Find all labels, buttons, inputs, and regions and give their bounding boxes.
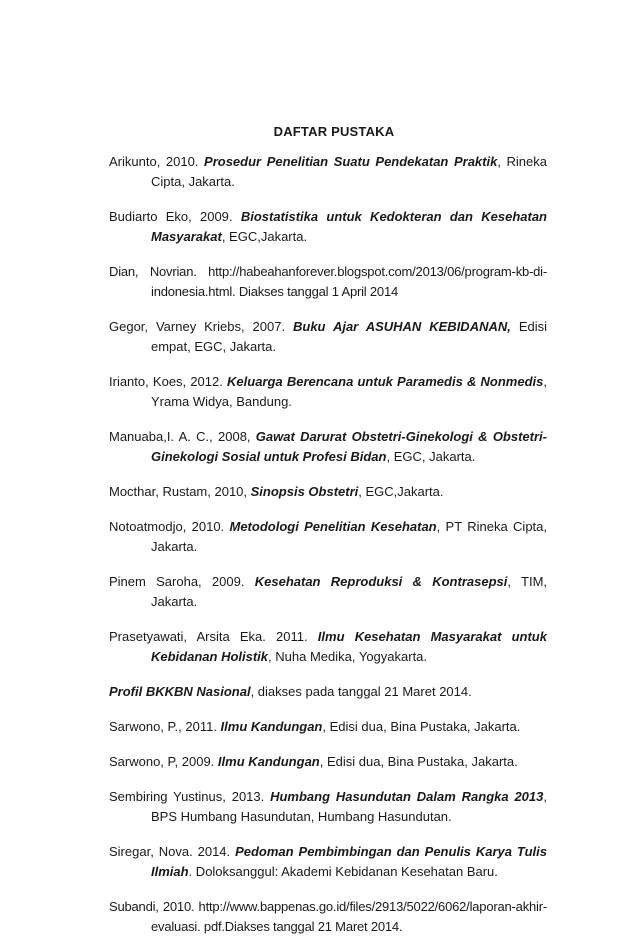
reference-title: Ilmu Kesehatan Masyarakat untuk Kebidanan Holistik — [151, 629, 547, 664]
reference-item — [109, 787, 547, 827]
reference-title: Kesehatan Reproduksi & Kontrasepsi — [254, 574, 508, 589]
reference-item — [109, 572, 547, 612]
reference-item — [109, 517, 547, 557]
reference-item — [109, 717, 547, 737]
page-title: DAFTAR PUSTAKA — [273, 124, 395, 139]
reference-title: Gawat Darurat Obstetri-Ginekologi & Obstetri-Ginekologi Sosial untuk Profesi Bidan — [151, 429, 547, 464]
reference-author: Prasetyawati, Arsita Eka. 2011. — [109, 629, 318, 644]
reference-item — [109, 372, 547, 412]
reference-list — [109, 152, 547, 952]
reference-publisher: , EGC,Jakarta. — [221, 229, 308, 244]
reference-item — [109, 482, 547, 502]
reference-author: Budiarto Eko, 2009. — [109, 209, 241, 224]
reference-publisher: , Edisi dua, Bina Pustaka, Jakarta. — [322, 719, 521, 734]
reference-title: Prosedur Penelitian Suatu Pendekatan Praktik — [204, 154, 498, 169]
reference-publisher: , Rineka Cipta, Jakarta. — [151, 154, 547, 189]
reference-author: Siregar, Nova. 2014. — [109, 844, 236, 859]
reference-title: Humbang Hasundutan Dalam Rangka 2013 — [270, 789, 544, 804]
reference-author: Pinem Saroha, 2009. — [109, 574, 255, 589]
reference-item — [109, 842, 547, 882]
reference-author: Gegor, Varney Kriebs, 2007. — [109, 319, 293, 334]
reference-item — [109, 262, 547, 302]
reference-publisher: , TIM, Jakarta. — [151, 574, 548, 609]
reference-publisher: Edisi empat, EGC, Jakarta. — [151, 319, 547, 354]
reference-item — [109, 627, 547, 667]
reference-publisher: , diakses pada tanggal 21 Maret 2014. — [250, 684, 472, 699]
reference-item — [109, 427, 547, 467]
reference-title: Buku Ajar ASUHAN KEBIDANAN, — [293, 319, 511, 334]
reference-item — [109, 207, 547, 247]
reference-author: Dian, Novrian. http://habeahanforever.blogspot.com/2013/06/program-kb-di-indonesia.html. Diakses tanggal 1 April 2014 — [109, 264, 547, 299]
reference-title: Keluarga Berencana untuk Paramedis & Nonmedis — [227, 374, 544, 389]
reference-author: Subandi, 2010. http://www.bappenas.go.id/files/2913/5022/6062/laporan-akhir-evaluasi. pdf.Diakses tanggal 21 Maret 2014. — [109, 899, 547, 934]
reference-item — [109, 752, 547, 772]
reference-title: Metodologi Penelitian Kesehatan — [229, 519, 437, 534]
reference-title: Pedoman Pembimbingan dan Penulis Karya Tulis Ilmiah — [151, 844, 547, 879]
reference-author: Sembiring Yustinus, 2013. — [109, 789, 271, 804]
reference-author: Manuaba,I. A. C., 2008, — [109, 429, 256, 444]
reference-item — [109, 317, 547, 357]
reference-title: Biostatistika untuk Kedokteran dan Kesehatan Masyarakat — [151, 209, 547, 244]
reference-author: Mocthar, Rustam, 2010, — [109, 484, 251, 499]
reference-author: Sarwono, P, 2009. — [109, 754, 218, 769]
reference-author: Arikunto, 2010. — [109, 154, 205, 169]
reference-publisher: , BPS Humbang Hasundutan, Humbang Hasundutan. — [151, 789, 547, 824]
reference-publisher: , EGC,Jakarta. — [358, 484, 444, 499]
reference-title: Sinopsis Obstetri — [250, 484, 359, 499]
reference-item — [109, 152, 547, 192]
reference-publisher: . Doloksanggul: Akademi Kebidanan Kesehatan Baru. — [188, 864, 498, 879]
reference-author: Notoatmodjo, 2010. — [109, 519, 230, 534]
reference-item — [109, 897, 547, 937]
reference-publisher: , Yrama Widya, Bandung. — [151, 374, 547, 409]
reference-publisher: , EGC, Jakarta. — [386, 449, 476, 464]
reference-title: Ilmu Kandungan — [217, 754, 320, 769]
reference-publisher: , Edisi dua, Bina Pustaka, Jakarta. — [319, 754, 518, 769]
reference-author: Sarwono, P., 2011. — [109, 719, 221, 734]
reference-author: Irianto, Koes, 2012. — [109, 374, 228, 389]
reference-title: Ilmu Kandungan — [220, 719, 323, 734]
reference-publisher: , Nuha Medika, Yogyakarta. — [268, 649, 428, 664]
reference-publisher: , PT Rineka Cipta, Jakarta. — [151, 519, 547, 554]
reference-title: Profil BKKBN Nasional — [109, 684, 251, 699]
reference-item — [109, 682, 547, 702]
